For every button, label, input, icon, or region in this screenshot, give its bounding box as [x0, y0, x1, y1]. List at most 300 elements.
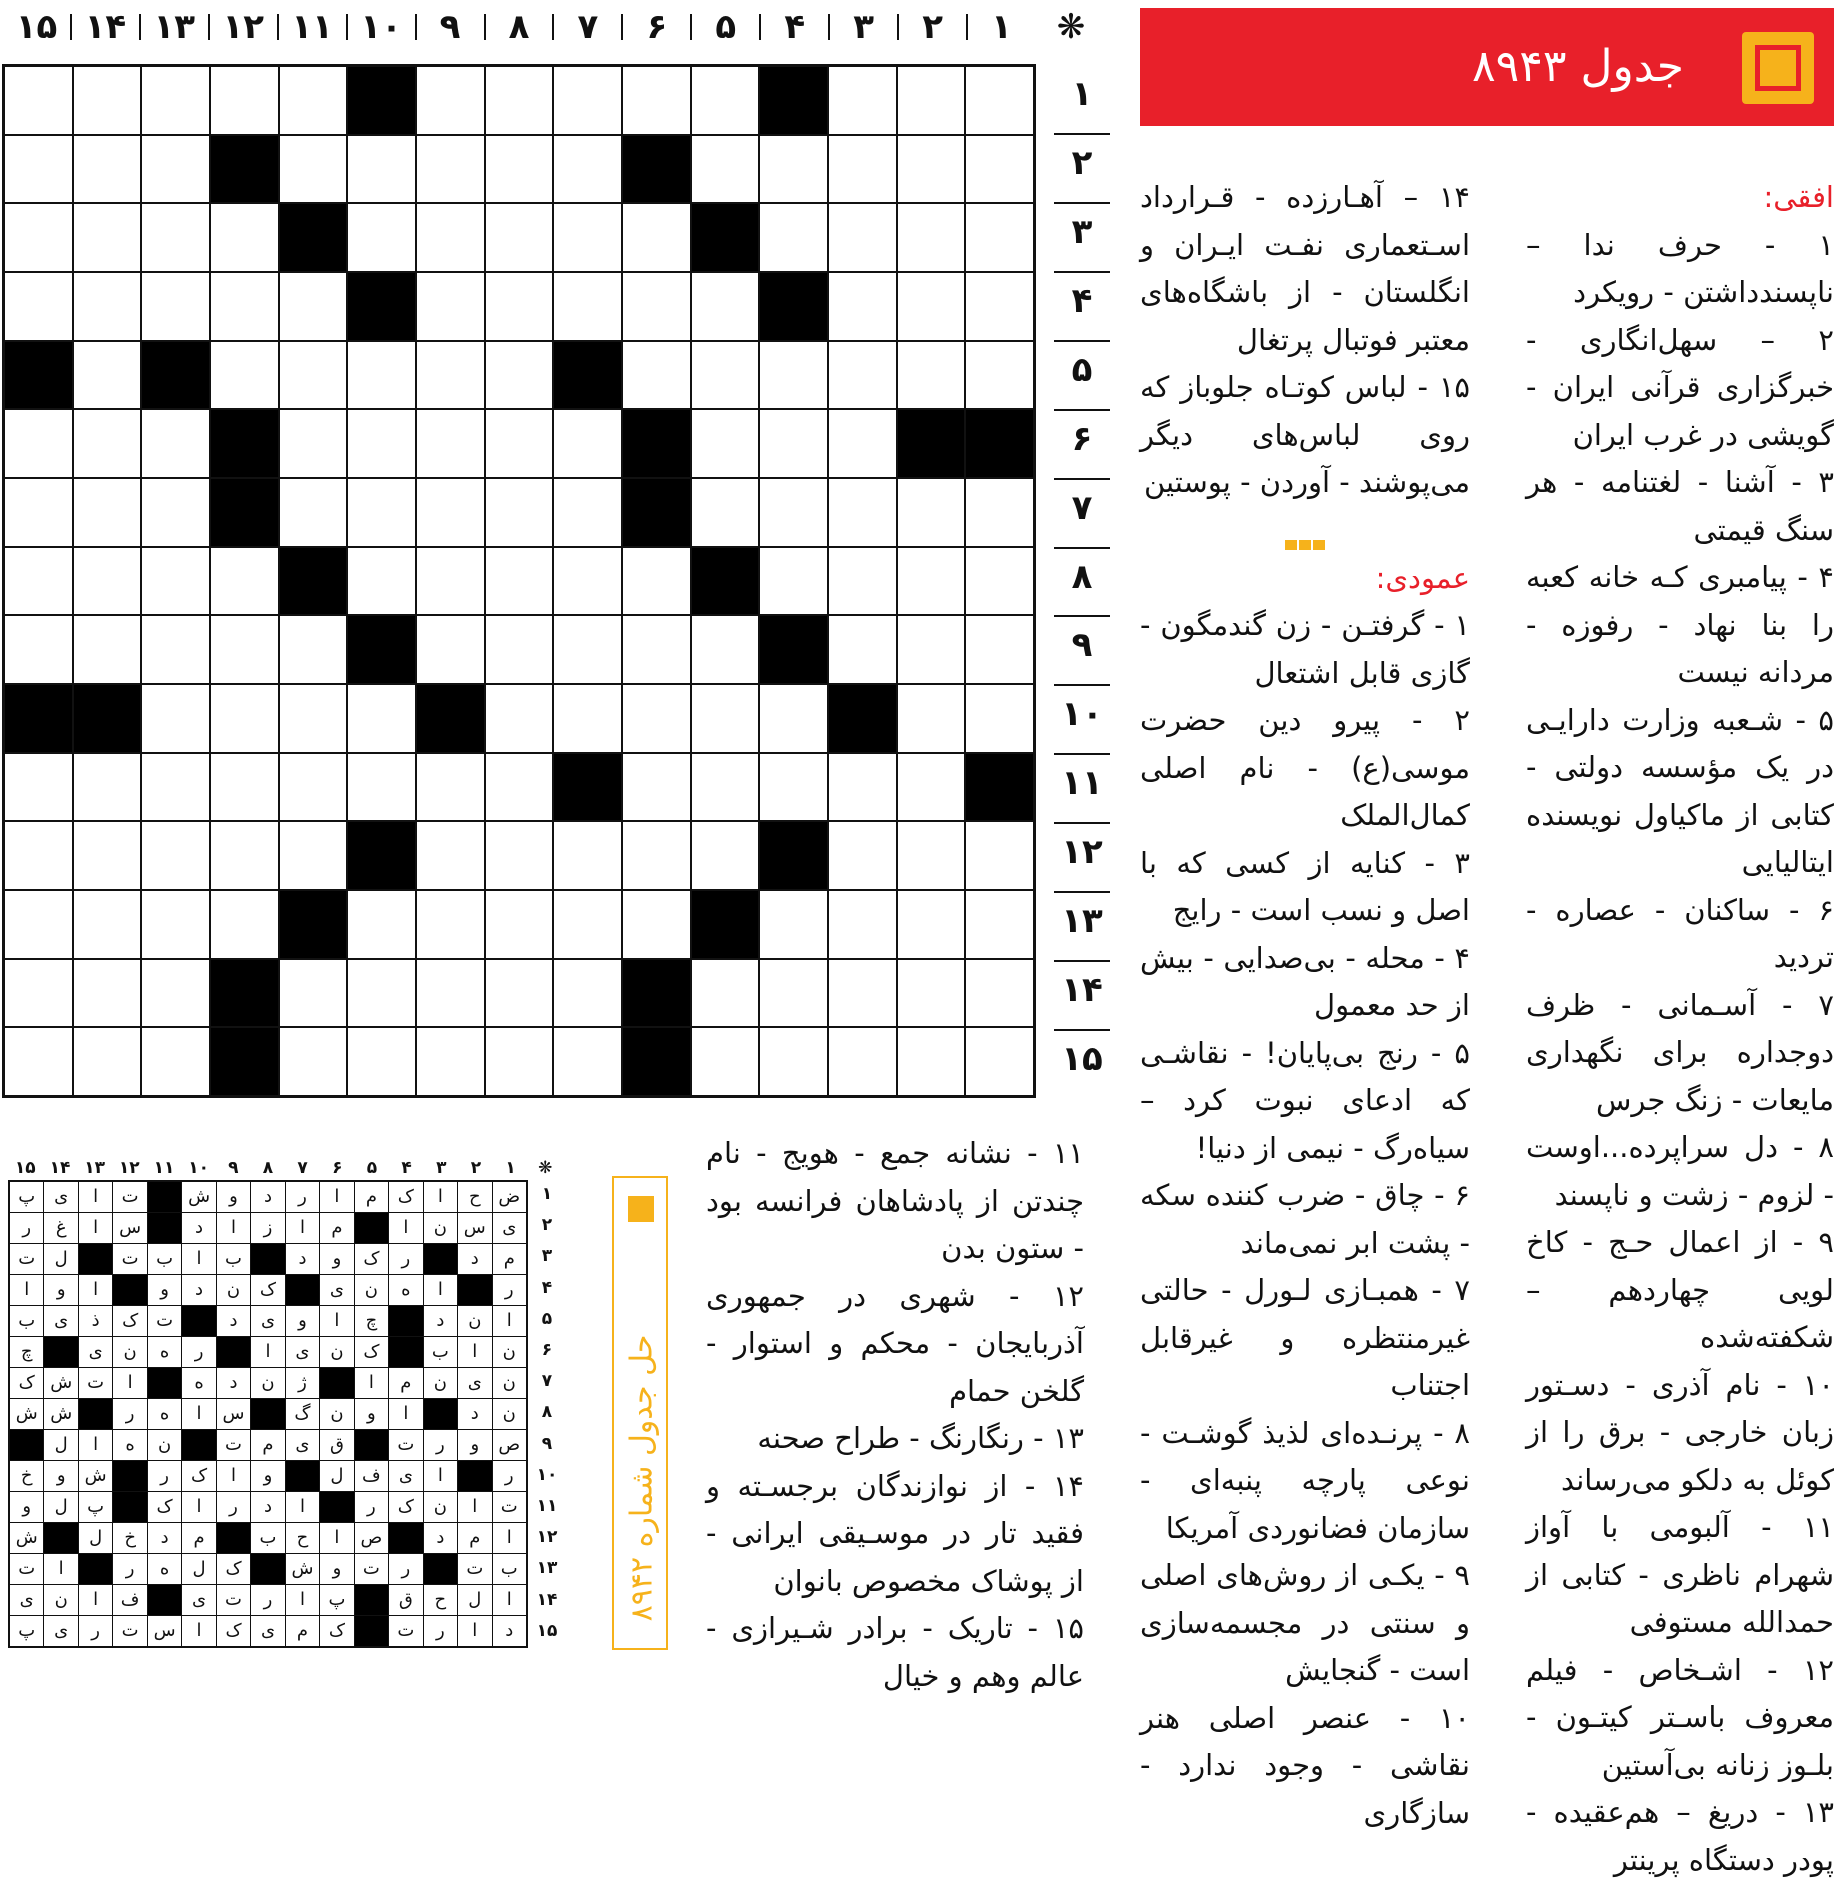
solution-letter: ا	[320, 1523, 353, 1553]
solution-letter: م	[251, 1430, 284, 1460]
answer-cell[interactable]	[554, 67, 621, 134]
solution-letter: ن	[493, 1399, 526, 1429]
grid-column-number: ۸	[508, 7, 530, 47]
answer-cell[interactable]	[5, 891, 72, 958]
solution-letter: ص	[493, 1430, 526, 1460]
answer-cell[interactable]	[486, 548, 553, 615]
answer-cell[interactable]	[211, 273, 278, 340]
black-cell	[760, 67, 827, 134]
answer-cell[interactable]	[280, 685, 347, 752]
answer-cell[interactable]	[692, 685, 759, 752]
answer-cell[interactable]	[829, 136, 896, 203]
answer-cell[interactable]	[211, 891, 278, 958]
answer-cell[interactable]	[486, 891, 553, 958]
answer-cell[interactable]	[280, 479, 347, 546]
answer-cell[interactable]	[348, 204, 415, 271]
answer-cell[interactable]	[348, 479, 415, 546]
answer-cell[interactable]	[417, 822, 484, 889]
answer-cell[interactable]	[142, 410, 209, 477]
answer-cell[interactable]	[829, 273, 896, 340]
answer-cell[interactable]	[280, 67, 347, 134]
answer-cell[interactable]	[5, 754, 72, 821]
answer-cell[interactable]	[829, 342, 896, 409]
horizontal-clue: ۱۱ - آلبومی با آواز شهرام ناظری - کتابی از حمدالله مستوفی	[1526, 1510, 1834, 1639]
answer-cell[interactable]	[760, 136, 827, 203]
answer-cell[interactable]	[417, 891, 484, 958]
solution-letter: ک	[182, 1461, 215, 1491]
answer-cell[interactable]	[486, 616, 553, 683]
black-cell	[211, 960, 278, 1027]
answer-cell[interactable]	[486, 479, 553, 546]
answer-cell[interactable]	[760, 891, 827, 958]
solution-black-cell	[286, 1275, 319, 1305]
solution-column-number: ۲	[470, 1158, 482, 1178]
answer-cell[interactable]	[966, 891, 1033, 958]
answer-cell[interactable]	[829, 548, 896, 615]
solution-black-cell	[251, 1554, 284, 1584]
solution-letter: ک	[389, 1492, 422, 1522]
answer-cell[interactable]	[966, 685, 1033, 752]
answer-cell[interactable]	[211, 548, 278, 615]
solution-letter: ا	[79, 1182, 112, 1212]
answer-cell[interactable]	[898, 273, 965, 340]
solution-letter: ا	[458, 1337, 491, 1367]
answer-cell[interactable]	[623, 754, 690, 821]
answer-cell[interactable]	[348, 960, 415, 1027]
answer-cell[interactable]	[417, 960, 484, 1027]
solution-black-cell	[458, 1461, 491, 1491]
answer-cell[interactable]	[898, 136, 965, 203]
solution-row-number: ۹	[541, 1433, 553, 1454]
answer-cell[interactable]	[898, 67, 965, 134]
answer-cell[interactable]	[74, 616, 141, 683]
horizontal-clue: ۱۰ - نام آذری - دسـتور زبان خارجی - برق را از کوئل به دلکو می‌رساند	[1526, 1367, 1834, 1497]
answer-cell[interactable]	[417, 136, 484, 203]
black-cell	[5, 342, 72, 409]
solution-letter: ا	[355, 1368, 388, 1398]
answer-cell[interactable]	[417, 67, 484, 134]
solution-black-cell	[251, 1244, 284, 1274]
answer-cell[interactable]	[417, 204, 484, 271]
answer-cell[interactable]	[74, 548, 141, 615]
vertical-clue: ۱ - گرفتـن - زن گندمگون - گازی قابل اشتعال	[1140, 608, 1470, 690]
solution-letter: ا	[182, 1244, 215, 1274]
answer-cell[interactable]	[417, 342, 484, 409]
answer-cell[interactable]	[74, 1028, 141, 1095]
solution-letter: ک	[217, 1554, 250, 1584]
solution-column-number: ۱۲	[118, 1158, 140, 1178]
solution-letter: ل	[79, 1523, 112, 1553]
answer-cell[interactable]	[554, 960, 621, 1027]
answer-cell[interactable]	[348, 136, 415, 203]
answer-cell[interactable]	[348, 410, 415, 477]
solution-column-number: ۱۱	[153, 1158, 175, 1178]
answer-cell[interactable]	[554, 685, 621, 752]
clues-column-right	[1526, 174, 1834, 1884]
answer-cell[interactable]	[898, 548, 965, 615]
solution-letter: ن	[424, 1368, 457, 1398]
answer-cell[interactable]	[348, 891, 415, 958]
answer-cell[interactable]	[280, 136, 347, 203]
vertical-clue: ۹ - یکـی از روش‌های اصلی و سنتی در مجسمه‌سازی است - گنجایش	[1140, 1558, 1470, 1687]
answer-cell[interactable]	[760, 960, 827, 1027]
answer-cell[interactable]	[142, 479, 209, 546]
solution-letter: ب	[493, 1554, 526, 1584]
solution-letter: ا	[79, 1275, 112, 1305]
answer-cell[interactable]	[554, 136, 621, 203]
solution-letter: ت	[389, 1430, 422, 1460]
solution-letter: ت	[10, 1554, 43, 1584]
solution-letter: ا	[286, 1585, 319, 1615]
answer-cell[interactable]	[280, 273, 347, 340]
answer-cell[interactable]	[554, 616, 621, 683]
solution-letter: ش	[10, 1399, 43, 1429]
answer-cell[interactable]	[554, 273, 621, 340]
answer-cell[interactable]	[623, 685, 690, 752]
answer-cell[interactable]	[211, 616, 278, 683]
answer-cell[interactable]	[692, 136, 759, 203]
answer-cell[interactable]	[829, 479, 896, 546]
answer-cell[interactable]	[417, 548, 484, 615]
answer-cell[interactable]	[486, 136, 553, 203]
answer-cell[interactable]	[74, 822, 141, 889]
answer-cell[interactable]	[74, 204, 141, 271]
solution-black-cell	[44, 1523, 77, 1553]
answer-cell[interactable]	[74, 479, 141, 546]
answer-cell[interactable]	[142, 273, 209, 340]
puzzle-title: جدول ۸۹۴۳	[1471, 41, 1684, 92]
solution-black-cell	[79, 1554, 112, 1584]
answer-cell[interactable]	[142, 960, 209, 1027]
solution-letter: ل	[320, 1461, 353, 1491]
answer-cell[interactable]	[211, 67, 278, 134]
answer-cell[interactable]	[829, 1028, 896, 1095]
answer-cell[interactable]	[348, 342, 415, 409]
answer-cell[interactable]	[486, 410, 553, 477]
answer-cell[interactable]	[898, 960, 965, 1027]
solution-letter: ر	[355, 1492, 388, 1522]
solution-row-number: ۱۱	[536, 1496, 558, 1516]
answer-cell[interactable]	[280, 616, 347, 683]
solution-letter: ل	[44, 1430, 77, 1460]
answer-cell[interactable]	[829, 204, 896, 271]
answer-cell[interactable]	[898, 1028, 965, 1095]
grid-row-number: ۱	[1071, 74, 1093, 114]
answer-cell[interactable]	[760, 685, 827, 752]
solution-letter: د	[251, 1492, 284, 1522]
solution-letter: ا	[320, 1182, 353, 1212]
horizontal-clue: ۱۳ - دریغ – هم‌عقیده - پودر دستگاه پرینتر	[1526, 1795, 1834, 1877]
answer-cell[interactable]	[142, 685, 209, 752]
answer-cell[interactable]	[486, 204, 553, 271]
answer-cell[interactable]	[898, 891, 965, 958]
horizontal-clue: ۶ - ساکنان - عصاره - تردید	[1526, 892, 1834, 974]
vertical-clue: ۸ - پرنـده‌ای لذیذ گوشـت - نوعی پارچه پنبه‌ای - سازمان فضانوردی آمریکا	[1140, 1415, 1470, 1545]
solution-letter: خ	[10, 1461, 43, 1491]
answer-cell[interactable]	[280, 822, 347, 889]
solution-letter: ی	[286, 1337, 319, 1367]
answer-cell[interactable]	[554, 1028, 621, 1095]
answer-cell[interactable]	[692, 273, 759, 340]
answer-cell[interactable]	[554, 891, 621, 958]
answer-cell[interactable]	[280, 754, 347, 821]
answer-cell[interactable]	[692, 479, 759, 546]
solution-row-number: ۸	[541, 1402, 553, 1423]
crossword-grid[interactable]	[2, 64, 1036, 1098]
answer-cell[interactable]	[348, 1028, 415, 1095]
answer-cell[interactable]	[760, 342, 827, 409]
grid-row-separator	[1054, 684, 1110, 686]
answer-cell[interactable]	[966, 960, 1033, 1027]
solution-letter: ک	[355, 1337, 388, 1367]
black-cell	[554, 754, 621, 821]
answer-cell[interactable]	[692, 822, 759, 889]
answer-cell[interactable]	[898, 685, 965, 752]
answer-cell[interactable]	[966, 1028, 1033, 1095]
answer-cell[interactable]	[417, 479, 484, 546]
solution-letter: ف	[113, 1585, 146, 1615]
answer-cell[interactable]	[142, 754, 209, 821]
answer-cell[interactable]	[623, 342, 690, 409]
solution-letter: ن	[217, 1275, 250, 1305]
grid-row-separator	[1054, 753, 1110, 755]
answer-cell[interactable]	[760, 1028, 827, 1095]
answer-cell[interactable]	[417, 410, 484, 477]
answer-cell[interactable]	[898, 822, 965, 889]
answer-cell[interactable]	[554, 479, 621, 546]
solution-row-number: ۶	[541, 1340, 553, 1360]
answer-cell[interactable]	[623, 548, 690, 615]
answer-cell[interactable]	[5, 616, 72, 683]
solution-letter: ی	[251, 1616, 284, 1646]
answer-cell[interactable]	[74, 273, 141, 340]
answer-cell[interactable]	[692, 960, 759, 1027]
answer-cell[interactable]	[142, 822, 209, 889]
grid-row-number: ۱۴	[1061, 970, 1103, 1011]
answer-cell[interactable]	[692, 342, 759, 409]
solution-letter: ن	[424, 1492, 457, 1522]
solution-letter: ا	[389, 1399, 422, 1429]
answer-cell[interactable]	[829, 960, 896, 1027]
answer-cell[interactable]	[348, 754, 415, 821]
answer-cell[interactable]	[211, 685, 278, 752]
answer-cell[interactable]	[142, 1028, 209, 1095]
black-cell	[417, 685, 484, 752]
solution-letter: ی	[79, 1337, 112, 1367]
answer-cell[interactable]	[348, 548, 415, 615]
answer-cell[interactable]	[74, 754, 141, 821]
answer-cell[interactable]	[280, 410, 347, 477]
answer-cell[interactable]	[74, 410, 141, 477]
answer-cell[interactable]	[417, 754, 484, 821]
answer-cell[interactable]	[5, 136, 72, 203]
answer-cell[interactable]	[5, 67, 72, 134]
solution-letter: ا	[320, 1306, 353, 1336]
answer-cell[interactable]	[142, 67, 209, 134]
black-cell	[211, 1028, 278, 1095]
answer-cell[interactable]	[898, 754, 965, 821]
solution-letter: ه	[113, 1430, 146, 1460]
answer-cell[interactable]	[5, 822, 72, 889]
solution-letter: غ	[44, 1213, 77, 1243]
answer-cell[interactable]	[623, 67, 690, 134]
answer-cell[interactable]	[211, 204, 278, 271]
answer-cell[interactable]	[74, 342, 141, 409]
answer-cell[interactable]	[554, 822, 621, 889]
answer-cell[interactable]	[280, 1028, 347, 1095]
answer-cell[interactable]	[898, 616, 965, 683]
answer-cell[interactable]	[966, 136, 1033, 203]
grid-row-separator	[1054, 271, 1110, 273]
answer-cell[interactable]	[486, 754, 553, 821]
answer-cell[interactable]	[692, 67, 759, 134]
answer-cell[interactable]	[142, 204, 209, 271]
answer-cell[interactable]	[5, 410, 72, 477]
solution-black-cell	[113, 1275, 146, 1305]
answer-cell[interactable]	[5, 548, 72, 615]
answer-cell[interactable]	[211, 342, 278, 409]
answer-cell[interactable]	[142, 548, 209, 615]
solution-letter: ه	[148, 1554, 181, 1584]
vertical-clues-heading: عمودی:	[1375, 560, 1470, 595]
answer-cell[interactable]	[74, 67, 141, 134]
answer-cell[interactable]	[966, 67, 1033, 134]
answer-cell[interactable]	[760, 479, 827, 546]
black-cell	[280, 891, 347, 958]
grid-row-number: ۱۳	[1061, 901, 1103, 942]
answer-cell[interactable]	[829, 616, 896, 683]
answer-cell[interactable]	[486, 960, 553, 1027]
black-cell	[966, 754, 1033, 821]
solution-letter: ی	[44, 1182, 77, 1212]
solution-black-cell	[182, 1430, 215, 1460]
answer-cell[interactable]	[623, 204, 690, 271]
answer-cell[interactable]	[280, 960, 347, 1027]
answer-cell[interactable]	[898, 204, 965, 271]
solution-letter: ح	[286, 1523, 319, 1553]
solution-letter: ق	[389, 1585, 422, 1615]
solution-letter: ت	[148, 1306, 181, 1336]
answer-cell[interactable]	[5, 479, 72, 546]
answer-cell[interactable]	[74, 136, 141, 203]
answer-cell[interactable]	[829, 822, 896, 889]
answer-cell[interactable]	[760, 754, 827, 821]
answer-cell[interactable]	[966, 342, 1033, 409]
solution-letter: و	[217, 1182, 250, 1212]
answer-cell[interactable]	[966, 479, 1033, 546]
answer-cell[interactable]	[554, 204, 621, 271]
answer-cell[interactable]	[760, 410, 827, 477]
answer-cell[interactable]	[898, 342, 965, 409]
answer-cell[interactable]	[966, 273, 1033, 340]
horizontal-clue: ۹ - از اعمال حـج - کاخ لویی چهاردهم – شکفته‌شده	[1526, 1225, 1834, 1354]
grid-row-separator	[1054, 822, 1110, 824]
answer-cell[interactable]	[623, 891, 690, 958]
grid-column-number: ۵	[715, 7, 737, 47]
answer-cell[interactable]	[486, 273, 553, 340]
solution-letter: ف	[355, 1461, 388, 1491]
solution-letter: ت	[217, 1430, 250, 1460]
answer-cell[interactable]	[692, 616, 759, 683]
grid-row-number: ۳	[1071, 211, 1093, 252]
answer-cell[interactable]	[417, 616, 484, 683]
solution-label-box	[612, 1176, 668, 1650]
solution-black-cell	[424, 1554, 457, 1584]
answer-cell[interactable]	[486, 1028, 553, 1095]
solution-letter: د	[286, 1244, 319, 1274]
answer-cell[interactable]	[623, 822, 690, 889]
answer-cell[interactable]	[760, 204, 827, 271]
answer-cell[interactable]	[211, 822, 278, 889]
grid-row-separator	[1054, 615, 1110, 617]
answer-cell[interactable]	[554, 410, 621, 477]
solution-black-cell	[79, 1244, 112, 1274]
solution-black-cell	[320, 1492, 353, 1522]
answer-cell[interactable]	[417, 273, 484, 340]
solution-letter: ن	[251, 1368, 284, 1398]
answer-cell[interactable]	[142, 891, 209, 958]
answer-cell[interactable]	[5, 204, 72, 271]
solution-letter: چ	[10, 1337, 43, 1367]
answer-cell[interactable]	[692, 1028, 759, 1095]
solution-letter: ر	[493, 1275, 526, 1305]
answer-cell[interactable]	[829, 410, 896, 477]
answer-cell[interactable]	[829, 754, 896, 821]
grid-column-numbers	[0, 0, 1086, 56]
answer-cell[interactable]	[5, 1028, 72, 1095]
answer-cell[interactable]	[692, 410, 759, 477]
answer-cell[interactable]	[142, 136, 209, 203]
answer-cell[interactable]	[417, 1028, 484, 1095]
answer-cell[interactable]	[280, 342, 347, 409]
puzzle-header	[1140, 8, 1834, 126]
answer-cell[interactable]	[966, 204, 1033, 271]
answer-cell[interactable]	[829, 891, 896, 958]
answer-cell[interactable]	[74, 960, 141, 1027]
solution-grid	[8, 1180, 528, 1648]
solution-letter: و	[320, 1244, 353, 1274]
solution-letter: ه	[148, 1337, 181, 1367]
answer-cell[interactable]	[486, 822, 553, 889]
answer-cell[interactable]	[348, 685, 415, 752]
answer-cell[interactable]	[74, 891, 141, 958]
answer-cell[interactable]	[486, 685, 553, 752]
answer-cell[interactable]	[623, 616, 690, 683]
answer-cell[interactable]	[966, 616, 1033, 683]
grid-row-number: ۱۲	[1061, 832, 1103, 873]
answer-cell[interactable]	[692, 754, 759, 821]
answer-cell[interactable]	[760, 548, 827, 615]
answer-cell[interactable]	[211, 754, 278, 821]
grid-row-number: ۱۱	[1061, 763, 1103, 804]
answer-cell[interactable]	[5, 960, 72, 1027]
solution-letter: ش	[44, 1368, 77, 1398]
answer-cell[interactable]	[623, 273, 690, 340]
answer-cell[interactable]	[898, 479, 965, 546]
answer-cell[interactable]	[966, 822, 1033, 889]
answer-cell[interactable]	[142, 616, 209, 683]
answer-cell[interactable]	[5, 273, 72, 340]
answer-cell[interactable]	[554, 548, 621, 615]
solution-letter: ب	[424, 1337, 457, 1367]
solution-letter: ا	[79, 1213, 112, 1243]
solution-black-cell	[217, 1523, 250, 1553]
answer-cell[interactable]	[486, 342, 553, 409]
answer-cell[interactable]	[966, 548, 1033, 615]
answer-cell[interactable]	[486, 67, 553, 134]
answer-cell[interactable]	[829, 67, 896, 134]
solution-letter: ر	[10, 1213, 43, 1243]
